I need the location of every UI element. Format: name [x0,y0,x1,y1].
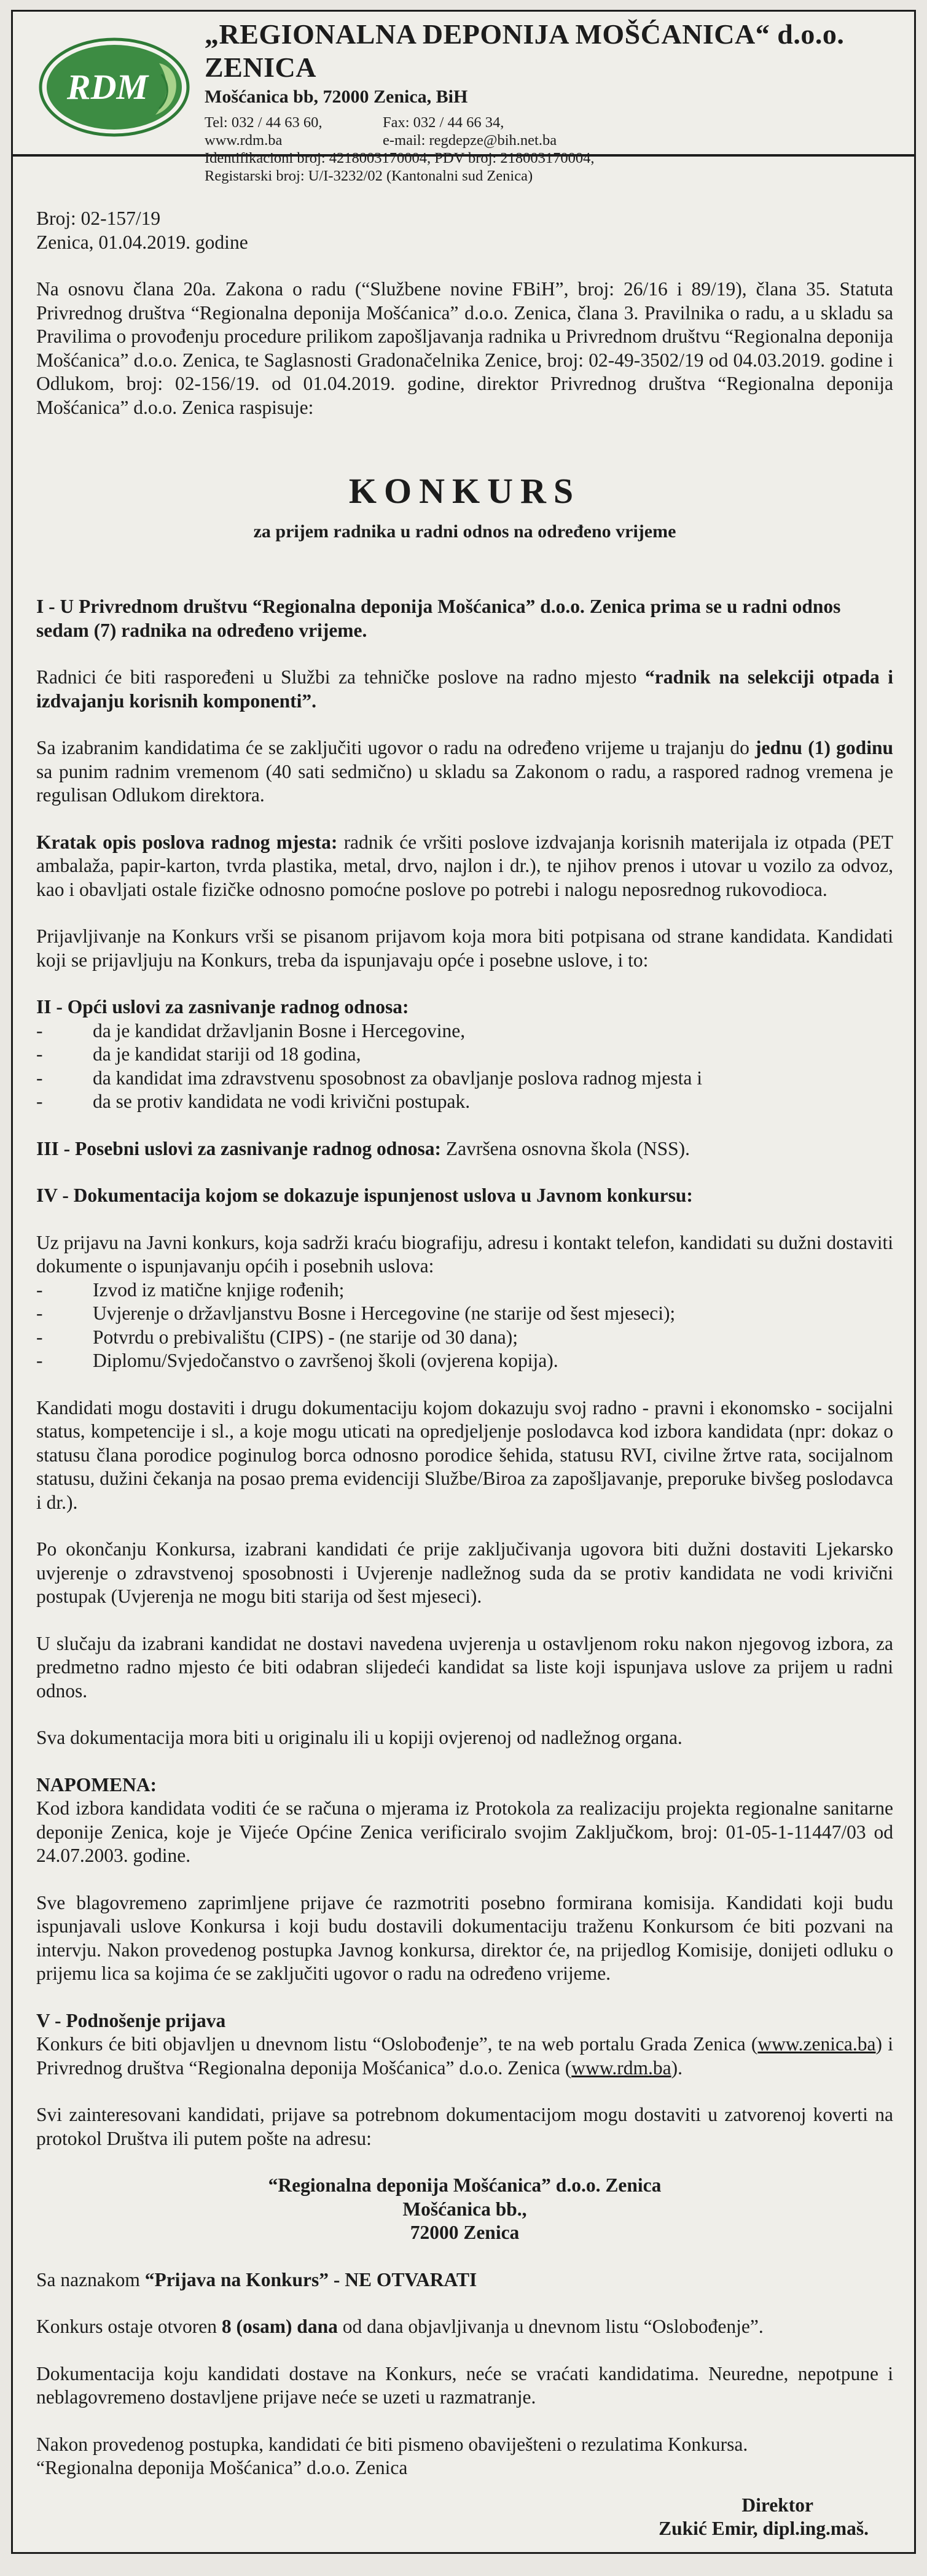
address-line-3: 72000 Zenica [410,2222,520,2243]
list-item: - da kandidat ima zdravstvenu sposobnost za obavljanje poslova radnog mjesta i [36,1067,893,1091]
paragraph-drustvo: “Regionalna deponija Mošćanica” d.o.o. Zenica [36,2457,408,2478]
paragraph-prijavljivanje: Prijavljivanje na Konkurs vrši se pisanom prijavom koja mora biti potpisana od strane kandidata. Kandidati koji se prijavljuju na Konkurs, treba da ispunjavaju opće i posebne uslove, i to: [36,925,893,971]
company-address: Mošćanica bb, 72000 Zenica, BiH [205,87,468,107]
paragraph-komisija: Sve blagovremeno zaprimljene prijave će razmotriti posebno formirana komisija. Kandidati koji budu ispunjavali uslove Konkursa i koji budu dostavili dokumentaciju traženu Konkursom će biti pozvani na intervju. Nakon provedenog postupka Javnog konkursa, direktor će, na prijedlog Komisije, donijeti odluku o prijemu lica sa kojima će se zaključiti ugovor o radu na određeno vrijeme. [36,1891,893,1984]
contact-block [205,114,905,185]
address-line-2: Mošćanica bb., [402,2198,527,2220]
list-item: - Uvjerenje o državljanstvu Bosne i Hercegovine (ne starije od šest mjeseci); [36,1302,893,1326]
paragraph-original: Sva dokumentacija mora biti u originalu ili u kopiji ovjerenoj od nadležnog organa. [36,1727,683,1748]
website: www.rdm.ba [205,132,283,149]
signature-name: Zukić Emir, dipl.ing.maš. [659,2518,869,2539]
address-line-1: “Regionalna deponija Mošćanica” d.o.o. Zenica [268,2174,662,2196]
signature-title: Direktor [741,2494,813,2516]
paragraph-vracanje: Dokumentacija koju kandidati dostave na Konkurs, neće se vraćati kandidatima. Neuredne, nepotpune i neblagovremeno dostavljene prijave neće se uzeti u razmatranje. [36,2362,893,2408]
company-name: „REGIONALNA DEPONIJA MOŠĆANICA“ d.o.o. ZENICA [205,18,845,83]
newspaper-clipping [11,10,916,2554]
letterhead [13,12,914,184]
documents-list [36,1278,893,1373]
document-body [36,207,893,2541]
list-item: - da je kandidat državljanin Bosne i Hercegovine, [36,1019,893,1043]
document-title: KONKURS [348,471,581,511]
paragraph-uz-prijavu: Uz prijavu na Javni konkurs, koja sadrži kraću biografiju, adresu i kontakt telefon, kandidati su dužni dostaviti dokumente o ispunjavanju općih i posebnih uslova: [36,1231,893,1277]
header-divider [13,154,914,157]
rdm-logo [39,37,190,137]
phone: Tel: 032 / 44 63 60, [205,114,323,131]
section-1-heading: I - U Privrednom društvu “Regionalna deponija Mošćanica” d.o.o. Zenica prima se u radni odnos sedam (7) radnika na određeno vrijeme. [36,596,841,641]
link-zenica[interactable]: www.zenica.ba [757,2033,876,2055]
id-numbers: Identifikacioni broj: 4218003170004, PDV broj: 218003170004, [205,150,595,166]
list-item: - da se protiv kandidata ne vodi krivični postupak. [36,1090,893,1114]
registry-number: Registarski broj: U/I-3232/02 (Kantonalni sud Zenica) [205,168,533,184]
paragraph-obavjestenje: Nakon provedenog postupka, kandidati će biti pismeno obaviješteni o rezulatima Konkursa. [36,2433,748,2455]
doc-number: Broj: 02-157/19 [36,208,161,229]
logo-text: RDM [66,67,149,107]
paragraph-slucaj: U slučaju da izabrani kandidat ne dostavi navedena uvjerenja u ostavljenom roku nakon njegovog izbora, za predmetno radno mjesto će biti odabran slijedeći kandidat sa liste koji ispunjava uslove za prijem u radni odnos. [36,1632,893,1702]
section-2-heading: II - Opći uslovi za zasnivanje radnog odnosa: [36,996,409,1018]
paragraph-dostava: Svi zainteresovani kandidati, prijave sa potrebnom dokumentacijom mogu dostaviti u zatvorenoj koverti na protokol Društva ili putem pošte na adresu: [36,2104,893,2149]
list-item: - Izvod iz matične knjige rođenih; [36,1278,893,1302]
paragraph-okoncanje: Po okončanju Konkursa, izabrani kandidati će prije zaključivanja ugovora biti dužni dostaviti Ljekarsko uvjerenje o zdravstvenoj sposobnosti i Uvjerenje nadležnog suda da se protiv kandidata ne vodi krivični postupak (Uvjerenja ne mogu biti starija od šest mjeseci). [36,1538,893,1607]
intro-paragraph: Na osnovu člana 20a. Zakona o radu (“Službene novine FBiH”, broj: 26/16 i 89/19), člana 35. Statuta Privrednog društva “Regionalna deponija Mošćanica” d.o.o. Zenica, člana 3. Pravilnika o radu, a u skladu sa Pravilima o provođenju procedure prilikom zapošljavanja radnika u Privrednom društvu “Regionalna deponija Mošćanica” d.o.o. Zenica, te Saglasnosti Gradonačelnika Zenice, broj: 02-49-3502/19 od 04.03.2019. godine i Odlukom, broj: 02-156/19. od 01.04.2019. godine, direktor Privrednog društva “Regionalna deponija Mošćanica” d.o.o. Zenica raspisuje: [36,278,893,418]
list-item: - Potvrdu o prebivalištu (CIPS) - (ne starije od 30 dana); [36,1326,893,1350]
paragraph-ugovor: Sa izabranim kandidatima će se zaključiti ugovor o radu na određeno vrijeme u trajanju do jednu (1) godinu sa punim radnim vremenom (40 sati sedmično) u skladu sa Zakonom o radu, a raspored radnog vremena je regulisan Odlukom direktora. [36,737,893,806]
company-info [205,18,905,185]
doc-date: Zenica, 01.04.2019. godine [36,231,248,253]
paragraph-objava: Konkurs će biti objavljen u dnevnom listu “Oslobođenje”, te na web portalu Grada Zenica (www.zenica.ba) i Privrednog društva “Regionalna deponija Mošćanica” d.o.o. Zenica (www.rdm.ba). [36,2033,893,2079]
section-4-heading: IV - Dokumentacija kojom se dokazuje ispunjenost uslova u Javnom konkursu: [36,1185,693,1206]
section-3: III - Posebni uslovi za zasnivanje radnog odnosa: Završena osnovna škola (NSS). [36,1137,690,1159]
list-item: - Diplomu/Svjedočanstvo o završenoj školi (ovjerena kopija). [36,1349,893,1373]
general-conditions-list [36,1019,893,1114]
document-subtitle: za prijem radnika u radni odnos na određeno vrijeme [253,521,676,542]
note-text: Kod izbora kandidata voditi će se računa o mjerama iz Protokola za realizaciju projekta regionalne sanitarne deponije Zenica, koje je Vijeće Općine Zenica verificiralo svojim Zaključkom, broj: 01-05-1-11447/03 od 24.07.2003. godine. [36,1797,893,1866]
note-heading: NAPOMENA: [36,1773,157,1796]
paragraph-raspored: Radnici će biti raspoređeni u Službi za tehničke poslove na radno mjesto “radnik na selekciji otpada i izdvajanju korisnih komponenti”. [36,666,893,712]
section-5-heading: V - Podnošenje prijava [36,2009,226,2031]
email: e-mail: regdepze@bih.net.ba [383,132,557,149]
list-item: - da je kandidat stariji od 18 godina, [36,1043,893,1067]
link-rdm[interactable]: www.rdm.ba [571,2057,671,2079]
paragraph-opis-poslova: Kratak opis poslova radnog mjesta: radnik će vršiti poslove izdvajanja korisnih materijala iz otpada (PET ambalaža, papir-karton, tvrda plastika, metal, drvo, najlon i dr.), te njihov prenos i utovar u vozilo za odvoz, kao i obavljati ostale fizičke odnosno pomoćne poslove po potrebi i nalogu neposrednog rukovodioca. [36,831,893,900]
fax: Fax: 032 / 44 66 34, [383,114,504,131]
paragraph-rok: Konkurs ostaje otvoren 8 (osam) dana od dana objavljivanja u dnevnom listu “Oslobođenje”. [36,2316,764,2337]
paragraph-dodatna-dokumentacija: Kandidati mogu dostaviti i drugu dokumentaciju kojom dokazuju svoj radno - pravni i ekonomsko - socijalni status, kompetencije i sl., a koje mogu uticati na opredjeljenje poslodavca kod izbora kandidata (npr: dokaz o statusu člana porodice poginulog borca odnosno porodice šehida, statusu RVI, civilne žrtve rata, socijalnom statusu, dužini čekanja na posao prema evidenciji Službe/Biroa za zapošljavanje, preporuke bivšeg poslodavca i dr.). [36,1396,893,1513]
paragraph-naznaka: Sa naznakom “Prijava na Konkurs” - NE OTVARATI [36,2268,477,2290]
